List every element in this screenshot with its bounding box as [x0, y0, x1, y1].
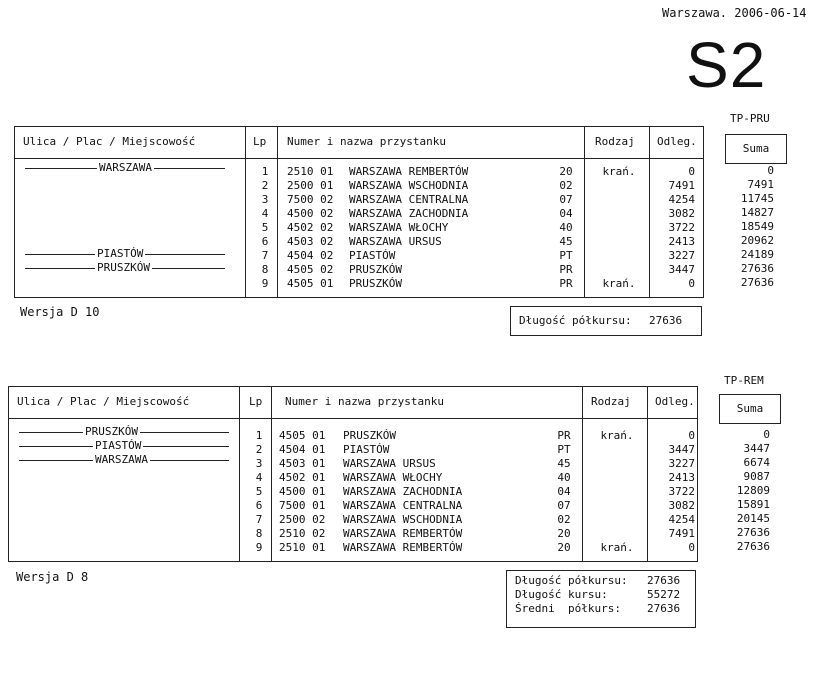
row-lp: 9: [255, 541, 263, 554]
row-lp: 8: [261, 263, 269, 276]
stop-number: 7500 01: [279, 499, 326, 512]
zone-code: 20: [557, 527, 571, 540]
stop-name: PRUSZKÓW: [349, 277, 402, 290]
row-lp: 7: [261, 249, 269, 262]
stop-distance: 3082: [668, 499, 695, 512]
zone-code: PR: [559, 263, 573, 276]
street-name: WARSZAWA: [99, 161, 152, 174]
cumulative-sum: 9087: [743, 470, 770, 483]
summary-label: Średni półkurs:: [515, 602, 621, 615]
stop-number: 4500 01: [279, 485, 326, 498]
sum-column-header: Suma: [725, 134, 787, 164]
stop-number: 4505 01: [279, 429, 326, 442]
stop-number: 4503 02: [287, 235, 334, 248]
stop-number: 4504 02: [287, 249, 334, 262]
summary-value: 27636: [647, 574, 681, 587]
row-lp: 4: [261, 207, 269, 220]
route-table-return: [8, 386, 698, 562]
row-lp: 8: [255, 527, 263, 540]
stop-name: WARSZAWA WSCHODNIA: [349, 179, 469, 192]
stop-number: 4502 01: [279, 471, 326, 484]
cumulative-sum: 3447: [743, 442, 770, 455]
cumulative-sum: 0: [767, 164, 774, 177]
stop-name: WARSZAWA ZACHODNIA: [343, 485, 463, 498]
kind-column-header: Rodzaj: [595, 135, 635, 148]
stop-name: WARSZAWA URSUS: [343, 457, 436, 470]
stop-distance: 0: [688, 165, 695, 178]
zone-code: 04: [559, 207, 573, 220]
stop-column-header: Numer i nazwa przystanku: [287, 135, 446, 148]
stop-distance: 7491: [668, 527, 695, 540]
street-name: WARSZAWA: [95, 453, 148, 466]
zone-code: 04: [557, 485, 571, 498]
stop-column-header: Numer i nazwa przystanku: [285, 395, 444, 408]
zone-code: 40: [557, 471, 571, 484]
row-lp: 6: [255, 499, 263, 512]
cumulative-sum: 27636: [740, 276, 774, 289]
stop-number: 4502 02: [287, 221, 334, 234]
cumulative-sum: 18549: [740, 220, 774, 233]
cumulative-sum: 7491: [747, 178, 774, 191]
line-number: S2: [686, 29, 767, 101]
stop-name: WARSZAWA URSUS: [349, 235, 442, 248]
version-label: Wersja D 10: [20, 305, 100, 319]
zone-code: 02: [557, 513, 571, 526]
stop-distance: 0: [688, 429, 695, 442]
zone-code: 07: [557, 499, 571, 512]
stop-distance: 3722: [668, 485, 695, 498]
stop-kind: krań.: [602, 165, 636, 178]
stop-number: 2510 01: [279, 541, 326, 554]
summary-value: 27636: [649, 314, 683, 327]
cumulative-sum: 20145: [736, 512, 770, 525]
street-name: PIASTÓW: [97, 247, 144, 260]
row-lp: 7: [255, 513, 263, 526]
cumulative-sum: 14827: [740, 206, 774, 219]
kind-column-header: Rodzaj: [591, 395, 631, 408]
zone-code: 02: [559, 179, 573, 192]
zone-code: PR: [557, 429, 571, 442]
stop-distance: 3227: [668, 249, 695, 262]
row-lp: 1: [261, 165, 269, 178]
stop-number: 7500 02: [287, 193, 334, 206]
summary-value: 27636: [647, 602, 681, 615]
zone-code: 07: [559, 193, 573, 206]
version-label: Wersja D 8: [16, 570, 89, 584]
cumulative-sum: 12809: [736, 484, 770, 497]
distance-column-header: Odleg.: [655, 395, 695, 408]
row-lp: 3: [261, 193, 269, 206]
stop-name: WARSZAWA WSCHODNIA: [343, 513, 463, 526]
stop-name: WARSZAWA REMBERTÓW: [349, 165, 469, 178]
stop-distance: 2413: [668, 235, 695, 248]
zone-code: 40: [559, 221, 573, 234]
stop-distance: 4254: [668, 513, 695, 526]
stop-number: 2510 01: [287, 165, 334, 178]
summary-box: [510, 306, 702, 336]
stop-number: 4505 02: [287, 263, 334, 276]
cumulative-sum: 24189: [740, 248, 774, 261]
zone-code: 45: [559, 235, 573, 248]
zone-code: 45: [557, 457, 571, 470]
row-lp: 5: [261, 221, 269, 234]
stop-distance: 3447: [668, 443, 695, 456]
stop-kind: krań.: [600, 429, 634, 442]
cumulative-sum: 27636: [736, 540, 770, 553]
summary-label: Długość półkursu:: [519, 314, 632, 327]
stop-name: WARSZAWA ZACHODNIA: [349, 207, 469, 220]
stop-name: WARSZAWA WŁOCHY: [343, 471, 443, 484]
summary-value: 55272: [647, 588, 681, 601]
row-lp: 4: [255, 471, 263, 484]
stop-distance: 0: [688, 541, 695, 554]
route-code-label: TP-REM: [724, 374, 764, 387]
stop-number: 2510 02: [279, 527, 326, 540]
row-lp: 2: [261, 179, 269, 192]
stop-distance: 7491: [668, 179, 695, 192]
stop-name: PIASTÓW: [349, 249, 396, 262]
stop-number: 4505 01: [287, 277, 334, 290]
stop-kind: krań.: [602, 277, 636, 290]
distance-column-header: Odleg.: [657, 135, 697, 148]
cumulative-sum: 6674: [743, 456, 770, 469]
row-lp: 2: [255, 443, 263, 456]
row-lp: 1: [255, 429, 263, 442]
lp-column-header: Lp: [253, 135, 267, 148]
cumulative-sum: 27636: [736, 526, 770, 539]
stop-distance: 0: [688, 277, 695, 290]
lp-column-header: Lp: [249, 395, 263, 408]
summary-label: Długość półkursu:: [515, 574, 628, 587]
street-name: PIASTÓW: [95, 439, 142, 452]
date-label: Warszawa. 2006-06-14: [662, 6, 807, 20]
row-lp: 3: [255, 457, 263, 470]
cumulative-sum: 0: [763, 428, 770, 441]
row-lp: 9: [261, 277, 269, 290]
cumulative-sum: 27636: [740, 262, 774, 275]
stop-number: 2500 01: [287, 179, 334, 192]
stop-distance: 3722: [668, 221, 695, 234]
stop-name: PIASTÓW: [343, 443, 390, 456]
sum-column-header: Suma: [719, 394, 781, 424]
zone-code: PT: [559, 249, 573, 262]
summary-label: Długość kursu:: [515, 588, 608, 601]
cumulative-sum: 11745: [740, 192, 774, 205]
stop-distance: 4254: [668, 193, 695, 206]
stop-distance: 2413: [668, 471, 695, 484]
stop-name: WARSZAWA CENTRALNA: [349, 193, 469, 206]
stop-kind: krań.: [600, 541, 634, 554]
cumulative-sum: 15891: [736, 498, 770, 511]
row-lp: 6: [261, 235, 269, 248]
stop-number: 4503 01: [279, 457, 326, 470]
route-table-outbound: [14, 126, 704, 298]
street-column-header: Ulica / Plac / Miejscowość: [23, 135, 196, 148]
stop-distance: 3227: [668, 457, 695, 470]
stop-name: WARSZAWA REMBERTÓW: [343, 541, 463, 554]
zone-code: PT: [557, 443, 571, 456]
zone-code: 20: [557, 541, 571, 554]
stop-number: 4504 01: [279, 443, 326, 456]
summary-box: [506, 570, 696, 628]
stop-distance: 3447: [668, 263, 695, 276]
zone-code: 20: [559, 165, 573, 178]
stop-name: WARSZAWA WŁOCHY: [349, 221, 449, 234]
route-code-label: TP-PRU: [730, 112, 770, 125]
stop-name: PRUSZKÓW: [343, 429, 396, 442]
street-name: PRUSZKÓW: [97, 261, 150, 274]
zone-code: PR: [559, 277, 573, 290]
stop-number: 2500 02: [279, 513, 326, 526]
cumulative-sum: 20962: [740, 234, 774, 247]
stop-name: WARSZAWA REMBERTÓW: [343, 527, 463, 540]
street-column-header: Ulica / Plac / Miejscowość: [17, 395, 190, 408]
row-lp: 5: [255, 485, 263, 498]
stop-name: WARSZAWA CENTRALNA: [343, 499, 463, 512]
stop-distance: 3082: [668, 207, 695, 220]
stop-number: 4500 02: [287, 207, 334, 220]
stop-name: PRUSZKÓW: [349, 263, 402, 276]
street-name: PRUSZKÓW: [85, 425, 138, 438]
